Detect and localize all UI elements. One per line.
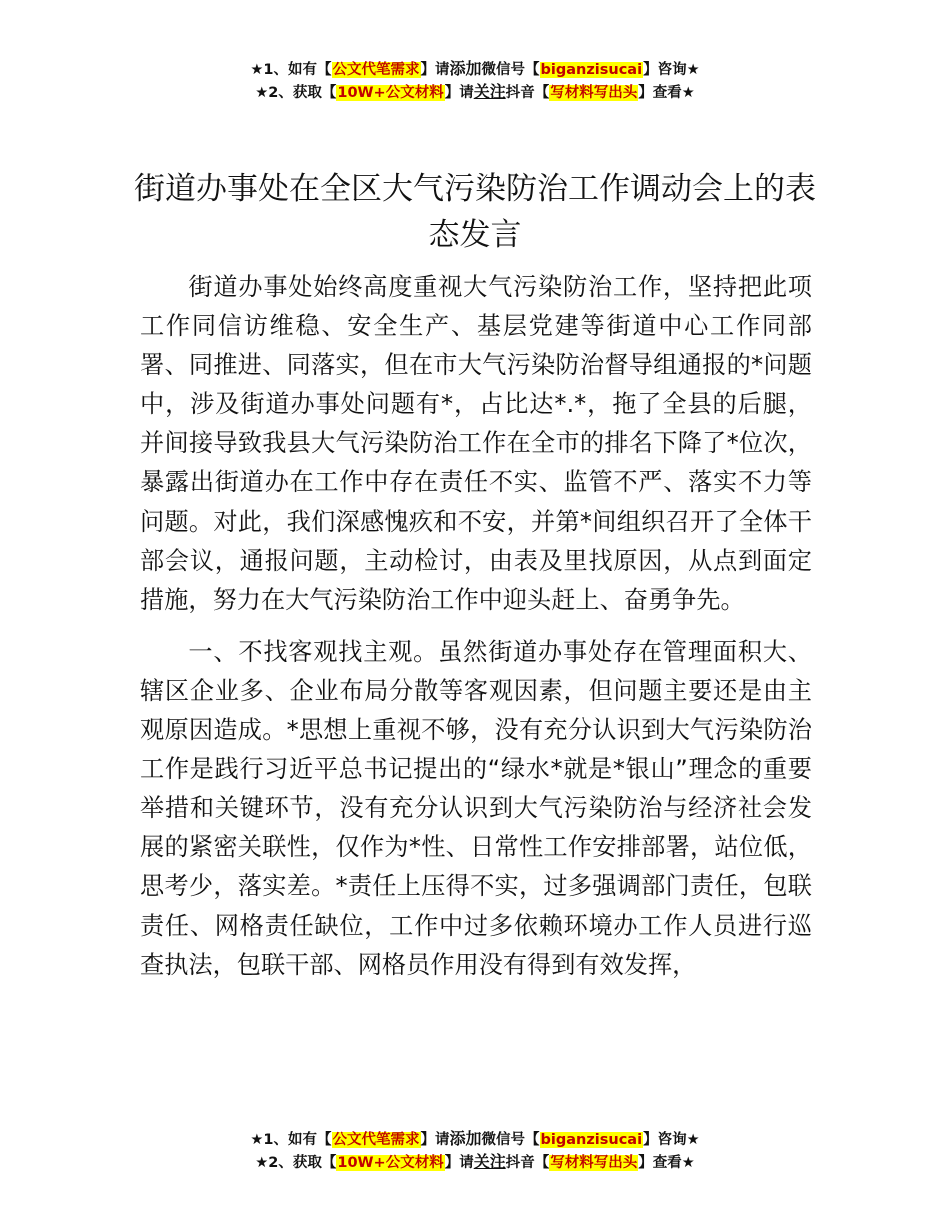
header-line-2: ★2、获取【10W+公文材料】请关注抖音【写材料写出头】查看★ <box>255 82 695 101</box>
document-body <box>140 268 812 985</box>
header-line-1: ★1、如有【公文代笔需求】请添加微信号【biganzisucai】咨询★ <box>250 59 700 78</box>
footer-line-2: ★2、获取【10W+公文材料】请关注抖音【写材料写出头】查看★ <box>255 1152 695 1171</box>
highlight-materials: 10W+公文材料 <box>337 1155 444 1171</box>
body-paragraph: 街道办事处始终高度重视大气污染防治工作，坚持把此项工作同信访维稳、安全生产、基层党建等街道中心工作同部署、同推进、同落实，但在市大气污染防治督导组通报的*问题中，涉及街道办事处问题有*，占比达*.*，拖了全县的后腿，并间接导致我县大气污染防治工作在全市的排名下降了*位次，暴露出街道办在工作中存在责任不实、监管不严、落实不力等问题。对此，我们深感愧疚和不安，并第*间组织召开了全体干部会议，通报问题，主动检讨，由表及里找原因，从点到面定措施，努力在大气污染防治工作中迎头赶上、奋勇争先。 <box>140 273 812 614</box>
body-paragraph: 一、不找客观找主观。虽然街道办事处存在管理面积大、辖区企业多、企业布局分散等客观因素，但问题主要还是由主观原因造成。*思想上重视不够，没有充分认识到大气污染防治工作是践行习近平总书记提出的“绿水*就是*银山”理念的重要举措和关键环节，没有充分认识到大气污染防治与经济社会发展的紧密关联性，仅作为*性、日常性工作安排部署，站位低，思考少，落实差。*责任上压得不实，过多强调部门责任，包联责任、网格责任缺位，工作中过多依赖环境办工作人员进行巡查执法，包联干部、网格员作用没有得到有效发挥， <box>140 637 812 979</box>
highlight-service: 公文代笔需求 <box>332 62 420 78</box>
highlight-wechat-id: biganzisucai <box>540 62 643 78</box>
highlight-douyin: 写材料写出头 <box>550 1155 638 1171</box>
header-banner <box>0 58 950 104</box>
highlight-service: 公文代笔需求 <box>332 1132 420 1148</box>
document-title: 街道办事处在全区大气污染防治工作调动会上的表态发言 <box>134 171 816 253</box>
highlight-douyin: 写材料写出头 <box>550 85 638 101</box>
highlight-materials: 10W+公文材料 <box>337 85 444 101</box>
highlight-wechat-id: biganzisucai <box>540 1132 643 1148</box>
footer-line-1: ★1、如有【公文代笔需求】请添加微信号【biganzisucai】咨询★ <box>250 1129 700 1148</box>
footer-banner <box>0 1128 950 1174</box>
